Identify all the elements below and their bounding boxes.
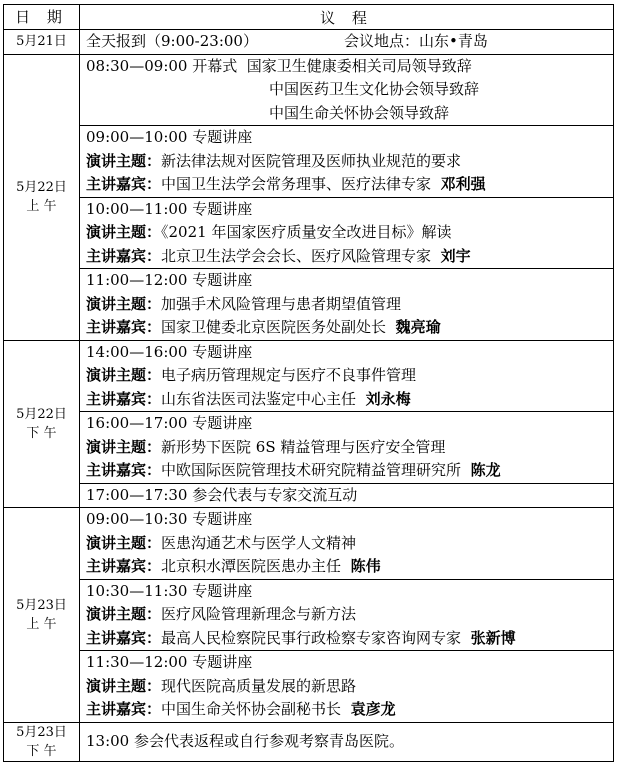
am23-period: 上 午 — [26, 616, 57, 632]
pm23-date-cell — [4, 722, 80, 761]
session-time: 10:30—11:30 专题讲座 — [86, 581, 253, 600]
speaker-name: 邓利强 — [440, 175, 486, 193]
speaker-name: 刘永梅 — [365, 389, 411, 408]
session-cell — [80, 269, 614, 341]
session-row — [4, 508, 614, 580]
session-speaker: 主讲嘉宾：最高人民检察院民事行政检察专家咨询网专家 张新博 — [86, 628, 516, 647]
am22-date: 5月22日 — [16, 180, 67, 195]
am23-date: 5月23日 — [16, 597, 67, 613]
day1-date: 5月21日 — [4, 30, 80, 55]
header-date: 日 期 — [4, 5, 80, 30]
session-time: 10:00—11:00 专题讲座 — [86, 199, 253, 218]
opening-line-3: 中国生命关怀协会领导致辞 — [269, 103, 450, 122]
session-cell — [80, 579, 614, 651]
session-cell — [80, 340, 614, 412]
session-topic: 演讲主题：新形势下医院 6S 精益管理与医疗安全管理 — [86, 437, 446, 456]
session-topic: 演讲主题：加强手术风险管理与患者期望值管理 — [86, 294, 402, 313]
speaker-name: 陈龙 — [470, 461, 501, 479]
pm23-period: 下 午 — [26, 743, 57, 759]
opening-time: 08:30—09:00 开幕式 国家卫生健康委相关司局领导致辞 — [86, 56, 472, 75]
speaker-name: 张新博 — [470, 628, 516, 647]
session-row — [4, 651, 614, 723]
agenda-table — [3, 4, 614, 762]
session-speaker: 主讲嘉宾：国家卫健委北京医院医务处副处长 魏亮瑜 — [86, 318, 441, 336]
am22-opening-row — [4, 54, 614, 126]
pm22-date: 5月22日 — [16, 406, 67, 422]
session-time: 09:00—10:00 专题讲座 — [86, 128, 253, 146]
pm22-period: 下 午 — [26, 425, 57, 441]
venue-text: 会议地点：山东•青岛 — [343, 32, 488, 50]
session-time: 14:00—16:00 专题讲座 — [86, 342, 253, 361]
session-time: 11:00—12:00 专题讲座 — [86, 271, 253, 289]
session-speaker: 主讲嘉宾：中国生命关怀协会副秘书长 袁彦龙 — [86, 700, 396, 718]
session-speaker: 主讲嘉宾：北京积水潭医院医患办主任 陈伟 — [86, 557, 381, 575]
session-cell — [80, 651, 614, 723]
opening-cell — [80, 54, 614, 126]
session-topic: 演讲主题：现代医院高质量发展的新思路 — [86, 676, 357, 695]
registration-text: 全天报到（9:00-23:00） — [86, 32, 258, 50]
session-speaker: 主讲嘉宾：中国卫生法学会常务理事、医疗法律专家 邓利强 — [86, 175, 486, 193]
session-time: 09:00—10:30 专题讲座 — [86, 510, 253, 528]
departure-text: 13:00 参会代表返程或自行参观考察青岛医院。 — [80, 722, 614, 761]
session-topic: 演讲主题：电子病历管理规定与医疗不良事件管理 — [86, 366, 417, 384]
pm23-date: 5月23日 — [16, 724, 67, 740]
session-cell — [80, 412, 614, 484]
session-speaker: 主讲嘉宾：中欧国际医院管理技术研究院精益管理研究所 陈龙 — [86, 461, 501, 479]
session-row — [4, 126, 614, 198]
header-row — [4, 5, 614, 30]
opening-line-2: 中国医药卫生文化协会领导致辞 — [269, 80, 480, 98]
exchange-row — [4, 483, 614, 508]
session-cell — [80, 197, 614, 269]
header-agenda: 议 程 — [80, 5, 614, 30]
pm23-row — [4, 722, 614, 761]
session-row — [4, 269, 614, 341]
session-time: 11:30—12:00 专题讲座 — [86, 653, 253, 671]
session-topic: 演讲主题：医疗风险管理新理念与新方法 — [86, 605, 357, 623]
session-topic: 演讲主题：医患沟通艺术与医学人文精神 — [86, 533, 357, 552]
am22-period: 上 午 — [26, 199, 57, 214]
exchange-text: 17:00—17:30 参会代表与专家交流互动 — [80, 483, 614, 508]
day1-cell — [80, 30, 614, 55]
session-row — [4, 579, 614, 651]
session-cell — [80, 508, 614, 580]
am22-date-cell — [4, 54, 80, 340]
session-topic: 演讲主题：《2021 年国家医疗质量安全改进目标》解读 — [86, 223, 452, 241]
speaker-name: 刘宇 — [440, 246, 471, 265]
session-cell — [80, 126, 614, 198]
speaker-name: 袁彦龙 — [350, 700, 396, 718]
opening-line-1: 国家卫生健康委相关司局领导致辞 — [246, 56, 472, 75]
session-row — [4, 197, 614, 269]
session-speaker: 主讲嘉宾：山东省法医司法鉴定中心主任 刘永梅 — [86, 389, 411, 408]
session-topic: 演讲主题：新法律法规对医院管理及医师执业规范的要求 — [86, 151, 462, 170]
session-row — [4, 412, 614, 484]
session-time: 16:00—17:00 专题讲座 — [86, 414, 253, 432]
session-row — [4, 340, 614, 412]
pm22-date-cell — [4, 340, 80, 508]
session-speaker: 主讲嘉宾：北京卫生法学会会长、医疗风险管理专家 刘宇 — [86, 246, 471, 265]
speaker-name: 陈伟 — [350, 557, 381, 575]
day1-row — [4, 30, 614, 55]
speaker-name: 魏亮瑜 — [395, 318, 441, 336]
am23-date-cell — [4, 508, 80, 723]
